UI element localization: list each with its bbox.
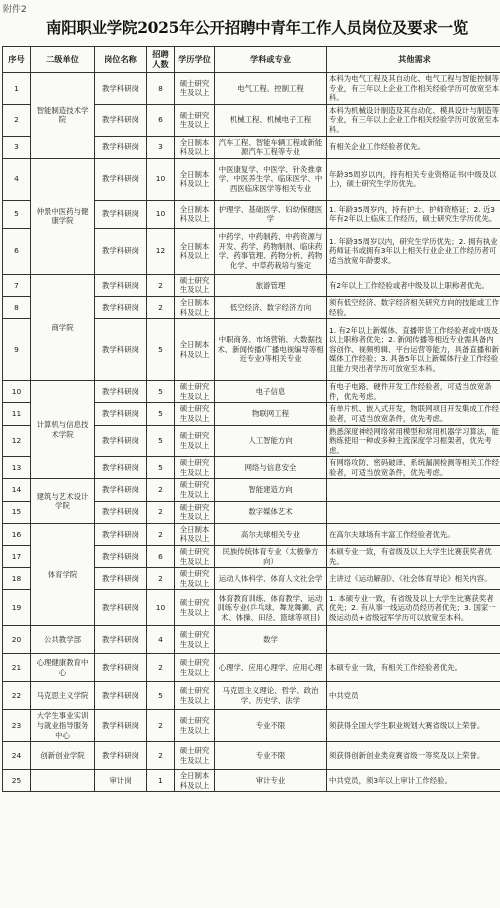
cell-unit: 心理健康教育中心	[31, 654, 95, 682]
cell-education: 硕士研究生及以上	[175, 568, 215, 590]
cell-education: 硕士研究生及以上	[175, 501, 215, 523]
header-unit: 二级单位	[31, 47, 95, 73]
cell-major: 体育教育训练、体育教学、运动训练专业(乒乓球、舞龙舞狮、武术、体操、田径、篮球等项目)	[215, 590, 327, 626]
cell-position: 教学科研岗	[95, 590, 147, 626]
cell-index: 17	[3, 546, 31, 568]
table-row	[3, 742, 500, 770]
cell-index: 15	[3, 501, 31, 523]
cell-count: 2	[147, 523, 175, 545]
page-title: 南阳职业学院2025年公开招聘中青年工作人员岗位及要求一览	[46, 18, 468, 37]
cell-unit: 创新创业学院	[31, 742, 95, 770]
cell-major: 专业不限	[215, 710, 327, 742]
cell-education: 硕士研究生及以上	[175, 104, 215, 136]
cell-count: 6	[147, 104, 175, 136]
cell-requirements: 主讲过《运动解剖》、《社会体育导论》相关内容。	[327, 568, 500, 590]
cell-count: 5	[147, 425, 175, 457]
cell-education: 硕士研究生及以上	[175, 654, 215, 682]
cell-requirements: 有2年以上工作经验或者中级及以上职称者优先。	[327, 274, 500, 296]
cell-count: 8	[147, 73, 175, 105]
cell-requirements: 须获得创新创业类竞赛省级一等奖及以上荣誉。	[327, 742, 500, 770]
cell-major: 中医康复学、中医学、针灸推拿学、中医养生学、临床医学、中西医临床医学等相关专业	[215, 158, 327, 200]
cell-major: 马克思主义理论、哲学、政治学、历史学、法学	[215, 682, 327, 710]
cell-position: 教学科研岗	[95, 626, 147, 654]
cell-count: 5	[147, 457, 175, 479]
table-row	[3, 710, 500, 742]
attachment-label: 附件2	[3, 5, 27, 15]
cell-position: 教学科研岗	[95, 501, 147, 523]
cell-major: 机械工程、机械电子工程	[215, 104, 327, 136]
cell-position: 教学科研岗	[95, 568, 147, 590]
cell-position: 审计岗	[95, 770, 147, 792]
cell-requirements: 有单片机、嵌入式开发，物联网项目开发集成工作经验者，可适当放宽条件，优先考虑。	[327, 403, 500, 425]
cell-requirements: 须有低空经济、数字经济相关研究方向的技能或工作经验。	[327, 296, 500, 318]
cell-requirements: 本科为机械设计制造及其自动化、模具设计与制造等专业，有三年以上企业工作相关经验学历可放宽至本科。	[327, 104, 500, 136]
cell-education: 硕士研究生及以上	[175, 626, 215, 654]
cell-position: 教学科研岗	[95, 682, 147, 710]
cell-requirements: 有相关企业工作经验者优先。	[327, 136, 500, 158]
table-row	[3, 381, 500, 403]
cell-index: 25	[3, 770, 31, 792]
cell-requirements: 有电子电路、硬件开发工作经验者，可适当放宽条件，优先考虑。	[327, 381, 500, 403]
table-row	[3, 523, 500, 545]
cell-position: 教学科研岗	[95, 136, 147, 158]
cell-major: 护理学、基础医学、妇幼保健医学	[215, 200, 327, 228]
cell-count: 2	[147, 479, 175, 501]
cell-unit: 大学生事业实训与就业指导服务中心	[31, 710, 95, 742]
cell-requirements	[327, 501, 500, 523]
cell-major: 电子信息	[215, 381, 327, 403]
cell-education: 全日制本科及以上	[175, 319, 215, 381]
cell-index: 23	[3, 710, 31, 742]
cell-requirements	[327, 626, 500, 654]
cell-education: 硕士研究生及以上	[175, 742, 215, 770]
cell-education: 全日制本科及以上	[175, 158, 215, 200]
cell-count: 2	[147, 274, 175, 296]
cell-count: 5	[147, 403, 175, 425]
cell-index: 7	[3, 274, 31, 296]
cell-position: 教学科研岗	[95, 523, 147, 545]
cell-count: 10	[147, 200, 175, 228]
cell-count: 6	[147, 546, 175, 568]
cell-unit: 体育学院	[31, 523, 95, 626]
cell-education: 全日制本科及以上	[175, 770, 215, 792]
cell-major: 物联网工程	[215, 403, 327, 425]
table-row	[3, 73, 500, 105]
cell-index: 2	[3, 104, 31, 136]
cell-unit: 公共教学部	[31, 626, 95, 654]
cell-count: 2	[147, 568, 175, 590]
cell-requirements: 本科为电气工程及其自动化、电气工程与智能控制等专业，有三年以上企业工作相关经验学历可放宽至本科。	[327, 73, 500, 105]
cell-position: 教学科研岗	[95, 319, 147, 381]
cell-position: 教学科研岗	[95, 228, 147, 274]
cell-major: 数学	[215, 626, 327, 654]
cell-position: 教学科研岗	[95, 710, 147, 742]
cell-position: 教学科研岗	[95, 296, 147, 318]
cell-requirements: 1. 有2年以上新媒体、直播带货工作经验者或中级及以上职称者优先；2. 新闻传播等相近专业需具备内容创作、视频剪辑、平台运营等能力，具备直播和新媒体工作经验；3. 具备5年以上新媒体行业工作经验且能力突出者学历可放宽至本科。	[327, 319, 500, 381]
cell-count: 5	[147, 682, 175, 710]
cell-index: 5	[3, 200, 31, 228]
cell-index: 3	[3, 136, 31, 158]
cell-requirements: 年龄35周岁以内，持有相关专业资格证书(中级及以上)，硕士研究生学历优先。	[327, 158, 500, 200]
cell-count: 12	[147, 228, 175, 274]
positions-table	[2, 46, 500, 792]
cell-education: 硕士研究生及以上	[175, 682, 215, 710]
cell-requirements: 中共党员	[327, 682, 500, 710]
table-body	[3, 73, 500, 792]
cell-position: 教学科研岗	[95, 654, 147, 682]
cell-major: 低空经济、数字经济方向	[215, 296, 327, 318]
cell-education: 全日制本科及以上	[175, 296, 215, 318]
cell-major: 网络与信息安全	[215, 457, 327, 479]
cell-major: 专业不限	[215, 742, 327, 770]
cell-index: 16	[3, 523, 31, 545]
cell-requirements: 须获得全国大学生职业规划大赛省级以上荣誉。	[327, 710, 500, 742]
cell-position: 教学科研岗	[95, 457, 147, 479]
cell-index: 10	[3, 381, 31, 403]
cell-unit	[31, 770, 95, 792]
cell-unit: 马克思主义学院	[31, 682, 95, 710]
header-requirements: 其他需求	[327, 47, 500, 73]
cell-count: 2	[147, 742, 175, 770]
table-row	[3, 274, 500, 296]
cell-major: 运动人体科学、体育人文社会学	[215, 568, 327, 590]
cell-index: 1	[3, 73, 31, 105]
cell-position: 教学科研岗	[95, 425, 147, 457]
cell-index: 13	[3, 457, 31, 479]
cell-position: 教学科研岗	[95, 274, 147, 296]
table-row	[3, 682, 500, 710]
cell-education: 硕士研究生及以上	[175, 381, 215, 403]
cell-count: 5	[147, 319, 175, 381]
table-row	[3, 158, 500, 200]
table-row	[3, 626, 500, 654]
cell-count: 5	[147, 381, 175, 403]
cell-requirements: 本硕专业一致，有相关工作经验者优先。	[327, 654, 500, 682]
cell-index: 24	[3, 742, 31, 770]
cell-position: 教学科研岗	[95, 403, 147, 425]
cell-count: 3	[147, 136, 175, 158]
cell-education: 全日制本科及以上	[175, 523, 215, 545]
cell-major: 智能建造方向	[215, 479, 327, 501]
cell-count: 2	[147, 296, 175, 318]
cell-education: 硕士研究生及以上	[175, 274, 215, 296]
cell-index: 12	[3, 425, 31, 457]
cell-position: 教学科研岗	[95, 73, 147, 105]
cell-education: 硕士研究生及以上	[175, 590, 215, 626]
cell-requirements	[327, 479, 500, 501]
cell-requirements: 1. 年龄35周岁以内，研究生学历优先；2. 拥有执业药师证书或拥有3年以上相关行业企业工作经历者可适当放宽年龄要求。	[327, 228, 500, 274]
cell-education: 硕士研究生及以上	[175, 479, 215, 501]
cell-index: 11	[3, 403, 31, 425]
cell-position: 教学科研岗	[95, 104, 147, 136]
cell-position: 教学科研岗	[95, 742, 147, 770]
cell-major: 高尔夫球相关专业	[215, 523, 327, 545]
header-major: 学科或专业	[215, 47, 327, 73]
cell-requirements: 本硕专业一致，有省级及以上大学生比赛获奖者优先。	[327, 546, 500, 568]
cell-requirements: 中共党员，须3年以上审计工作经验。	[327, 770, 500, 792]
cell-education: 硕士研究生及以上	[175, 73, 215, 105]
cell-position: 教学科研岗	[95, 158, 147, 200]
cell-education: 全日制本科及以上	[175, 200, 215, 228]
cell-index: 9	[3, 319, 31, 381]
table-row	[3, 479, 500, 501]
header-count: 招聘人数	[147, 47, 175, 73]
cell-major: 数字媒体艺术	[215, 501, 327, 523]
cell-index: 19	[3, 590, 31, 626]
cell-index: 18	[3, 568, 31, 590]
table-row	[3, 654, 500, 682]
cell-education: 全日制本科及以上	[175, 228, 215, 274]
cell-major: 电气工程、控制工程	[215, 73, 327, 105]
cell-unit: 商学院	[31, 274, 95, 380]
cell-major: 民族传统体育专业（太极拳方向）	[215, 546, 327, 568]
cell-major: 人工智能方向	[215, 425, 327, 457]
cell-index: 14	[3, 479, 31, 501]
cell-index: 6	[3, 228, 31, 274]
cell-requirements: 1. 本硕专业一致，有省级及以上大学生比赛获奖者优先；2. 有从事一线运动员经历者优先；3. 国家一级运动员+省级冠军学历可以放宽至本科。	[327, 590, 500, 626]
cell-education: 硕士研究生及以上	[175, 425, 215, 457]
cell-position: 教学科研岗	[95, 200, 147, 228]
cell-requirements: 1. 年龄35周岁内，持有护士、护师资格证；2. 近3年有2年以上临床工作经历，硕士研究生学历优先。	[327, 200, 500, 228]
header-education: 学历学位	[175, 47, 215, 73]
cell-count: 2	[147, 501, 175, 523]
cell-count: 4	[147, 626, 175, 654]
cell-index: 4	[3, 158, 31, 200]
cell-index: 8	[3, 296, 31, 318]
cell-major: 汽车工程、智能车辆工程或新能源汽车工程等专业	[215, 136, 327, 158]
cell-requirements: 在高尔夫球场有丰富工作经验者优先。	[327, 523, 500, 545]
cell-unit: 智能制造技术学院	[31, 73, 95, 159]
cell-position: 教学科研岗	[95, 479, 147, 501]
cell-count: 10	[147, 590, 175, 626]
cell-requirements: 熟悉深度神经网络常用模型和常用机器学习算法，能熟练使用一种或多种主流深度学习框架者，优先考虑。	[327, 425, 500, 457]
cell-index: 20	[3, 626, 31, 654]
cell-count: 2	[147, 654, 175, 682]
cell-major: 心理学、应用心理学、应用心理	[215, 654, 327, 682]
table-header-row	[3, 47, 500, 73]
cell-position: 教学科研岗	[95, 546, 147, 568]
header-index: 序号	[3, 47, 31, 73]
cell-unit: 仲景中医药与健康学院	[31, 158, 95, 274]
cell-count: 10	[147, 158, 175, 200]
cell-major: 中药学、中药制药、中药资源与开发、药学、药物制剂、临床药学、药事管理、药物分析、药物化学、中草药栽培与鉴定	[215, 228, 327, 274]
cell-unit: 建筑与艺术设计学院	[31, 479, 95, 523]
cell-education: 硕士研究生及以上	[175, 546, 215, 568]
cell-major: 旅游管理	[215, 274, 327, 296]
cell-education: 硕士研究生及以上	[175, 403, 215, 425]
cell-major: 审计专业	[215, 770, 327, 792]
cell-requirements: 有网络攻防、密码破译、系统漏洞检测等相关工作经验者，可适当放宽条件，优先考虑。	[327, 457, 500, 479]
cell-education: 全日制本科及以上	[175, 136, 215, 158]
cell-count: 1	[147, 770, 175, 792]
cell-position: 教学科研岗	[95, 381, 147, 403]
cell-index: 22	[3, 682, 31, 710]
cell-unit: 计算机与信息技术学院	[31, 381, 95, 479]
cell-major: 中职商务、市场营销、大数据技术、新闻传播(广播电视编导等相近专业)等相关专业	[215, 319, 327, 381]
header-position: 岗位名称	[95, 47, 147, 73]
cell-count: 2	[147, 710, 175, 742]
cell-education: 硕士研究生及以上	[175, 710, 215, 742]
cell-education: 硕士研究生及以上	[175, 457, 215, 479]
cell-index: 21	[3, 654, 31, 682]
table-row	[3, 770, 500, 792]
